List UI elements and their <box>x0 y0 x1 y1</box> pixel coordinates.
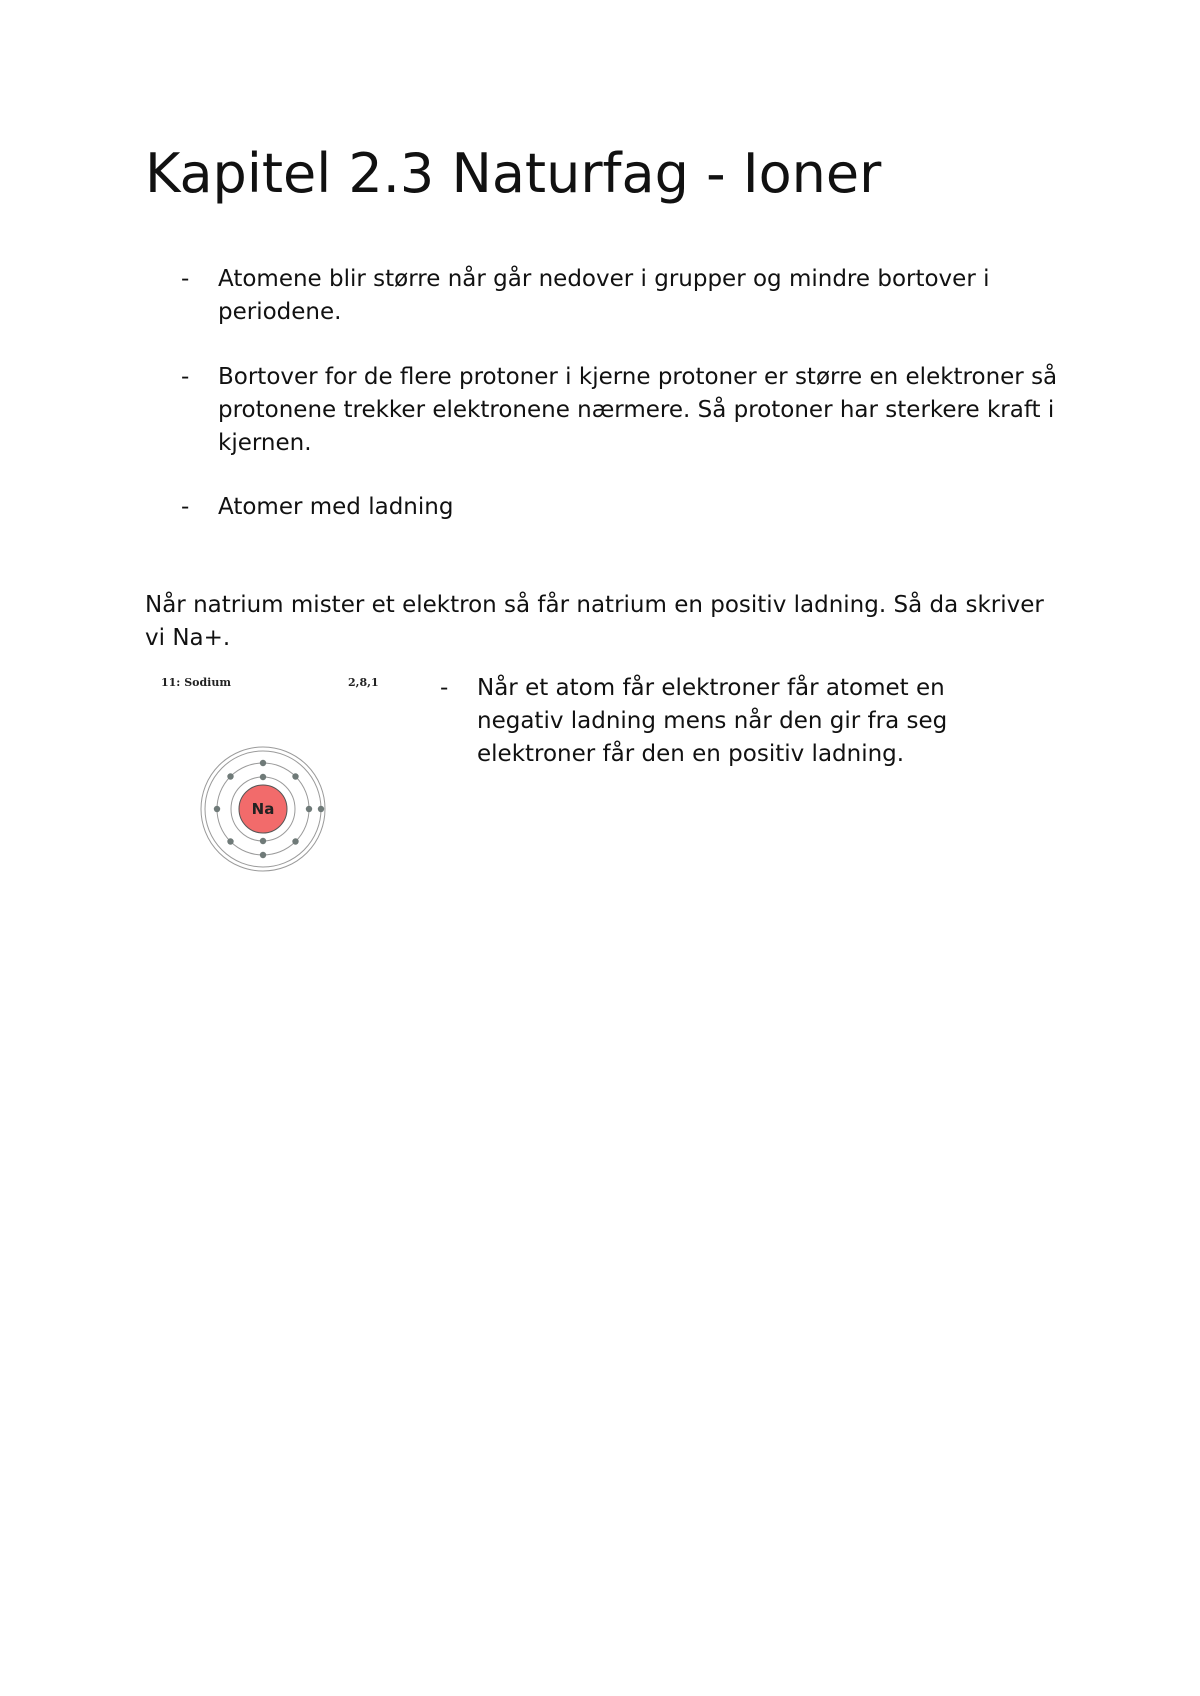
bullet-text: Atomene blir større når går nedover i grupper og mindre bortover i periodene. <box>218 266 990 325</box>
electron <box>306 806 312 812</box>
bohr-model <box>155 676 385 876</box>
bullet-dash: - <box>440 675 449 701</box>
electron <box>292 838 298 844</box>
nucleus-symbol: Na <box>251 800 275 818</box>
electron <box>214 806 220 812</box>
electron <box>260 838 266 844</box>
electron <box>260 774 266 780</box>
bullet-text: Bortover for de flere protoner i kjerne protoner er større en elektroner så protonene trekker elektronene nærmere. Så protoner har sterkere kraft i kjernen. <box>218 364 1058 456</box>
bullet-text: Atomer med ladning <box>218 494 454 520</box>
electron-config-label: 2,8,1 <box>348 676 379 689</box>
electron <box>227 773 233 779</box>
bullet-dash: - <box>181 494 190 520</box>
electron <box>318 806 324 812</box>
electron <box>260 760 266 766</box>
electron <box>260 852 266 858</box>
bullet-text: Når et atom får elektroner får atomet en negativ ladning mens når den gir fra seg elektroner får den en positiv ladning. <box>477 675 948 767</box>
bullet-dash: - <box>181 266 190 292</box>
page-title: Kapitel 2.3 Naturfag - Ioner <box>145 142 882 205</box>
bullet-dash: - <box>181 364 190 390</box>
element-label: 11: Sodium <box>161 676 231 689</box>
body-paragraph: Når natrium mister et elektron så får natrium en positiv ladning. Så da skriver vi Na+. <box>145 592 1044 651</box>
electron <box>227 838 233 844</box>
electron <box>292 773 298 779</box>
sodium-atom-diagram <box>155 676 385 876</box>
